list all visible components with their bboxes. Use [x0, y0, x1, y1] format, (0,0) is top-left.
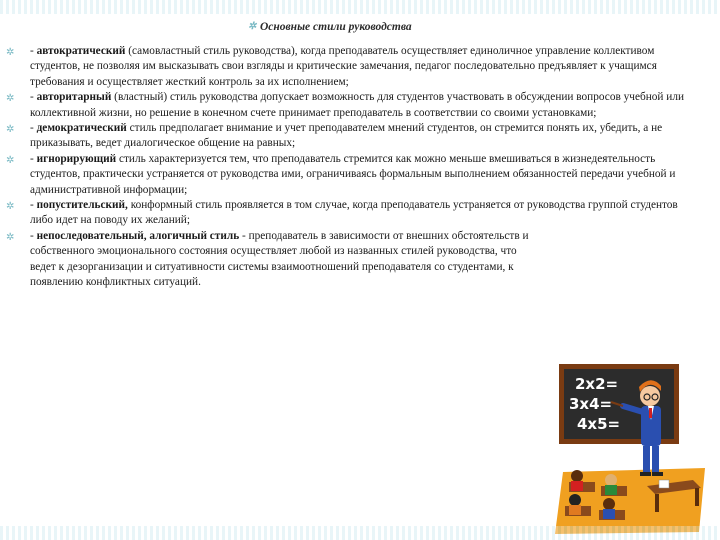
- classroom-teacher-illustration: [555, 362, 705, 534]
- styles-list: [6, 44, 696, 291]
- bullet-icon: ✲: [6, 47, 15, 58]
- style-description: стиль предполагает внимание и учет преподавателем мнений студентов, он стремится понять их, убедить, а не приказывать, ведет диалогическое общение на равных;: [30, 122, 663, 150]
- style-term: демократический: [36, 122, 127, 135]
- style-description: (властный) стиль руководства допускает возможность для студентов участвовать в обсуждении вопросов учебной или коллективной жизни, но решение в конечном счете принимает преподаватель в соответствии со своими установками;: [30, 91, 685, 119]
- style-description: (самовластный стиль руководства), когда преподаватель осуществляет единоличное управление коллективом студентов, не позволяя им высказывать свои взгляды и критические замечания, педагог последовательно предъявляет к учащимся требования и осуществляет жесткий контроль за их исполнением;: [30, 45, 657, 88]
- decorative-top-border: [0, 0, 720, 14]
- style-description: конформный стиль проявляется в том случае, когда преподаватель устраняется от руководства группой студентов либо идет на поводу их желаний;: [30, 199, 678, 227]
- board-line: 2x2=: [575, 375, 619, 393]
- decorative-bottom-border: [0, 526, 720, 540]
- board-line: 3x4=: [569, 395, 613, 413]
- list-item: ✲ - игнорирующий стиль характеризуется тем, что преподаватель стремится как можно меньше вмешиваться в жизнедеятельность студентов, практически устраняется от руководства ими, ограничиваясь формальным выполнением обязанностей передачи учебной и административной информации;: [6, 152, 676, 196]
- style-term: авторитарный: [36, 91, 112, 104]
- style-term: непоследовательный, алогичный стиль: [36, 229, 240, 242]
- title-bullet-icon: ✲: [248, 21, 257, 32]
- slide-title-text: Основные стили руководства: [260, 21, 412, 33]
- list-item: ✲ - демократический стиль предполагает внимание и учет преподавателем мнений студентов, он стремится понять их, убедить, а не приказывать, ведет диалогическое общение на равных;: [6, 122, 663, 150]
- bullet-icon: ✲: [6, 201, 15, 213]
- bullet-icon: ✲: [6, 231, 15, 243]
- list-item: ✲ - попустительский, конформный стиль проявляется в том случае, когда преподаватель устраняется от руководства группой студентов либо идет на поводу их желаний;: [6, 199, 678, 227]
- list-item: ✲ - автократический (самовластный стиль руководства), когда преподаватель осуществляет единоличное управление коллективом студентов, не позволяя им высказывать свои взгляды и критические замечания, педагог последовательно предъявляет к учащимся требования и осуществляет жесткий контроль за их исполнением;: [6, 45, 657, 88]
- bullet-icon: ✲: [6, 124, 15, 136]
- bullet-icon: ✲: [6, 93, 15, 105]
- slide-title: [248, 21, 520, 33]
- style-term: автократический: [36, 45, 126, 57]
- style-description: - преподаватель в зависимости от внешних обстоятельств и собственного эмоционального состояния осуществляет любой из названных стилей руководства, что ведет к дезорганизации и ситуативности системы взаимоотношений преподавателя со студентами, к появлению конфликтных ситуаций.: [30, 229, 529, 289]
- style-term: попустительский,: [36, 199, 128, 212]
- list-item: ✲ - непоследовательный, алогичный стиль - преподаватель в зависимости от внешних обстоятельств и собственного эмоционального состояния осуществляет любой из названных стилей руководства, что ведет к дезорганизации и ситуативности системы взаимоотношений преподавателя со студентами, к появлению конфликтных ситуаций.: [6, 229, 529, 289]
- style-description: стиль характеризуется тем, что преподаватель стремится как можно меньше вмешиваться в жизнедеятельность студентов, практически устраняется от руководства ими, ограничиваясь формальным выполнением обязанностей передачи учебной и административной информации;: [30, 152, 676, 196]
- style-term: игнорирующий: [36, 152, 117, 165]
- bullet-icon: ✲: [6, 154, 15, 166]
- list-item: ✲ - авторитарный (властный) стиль руководства допускает возможность для студентов участвовать в обсуждении вопросов учебной или коллективной жизни, но решение в конечном счете принимает преподаватель в соответствии со своими установками;: [6, 91, 685, 119]
- board-line: 4x5=: [577, 415, 621, 433]
